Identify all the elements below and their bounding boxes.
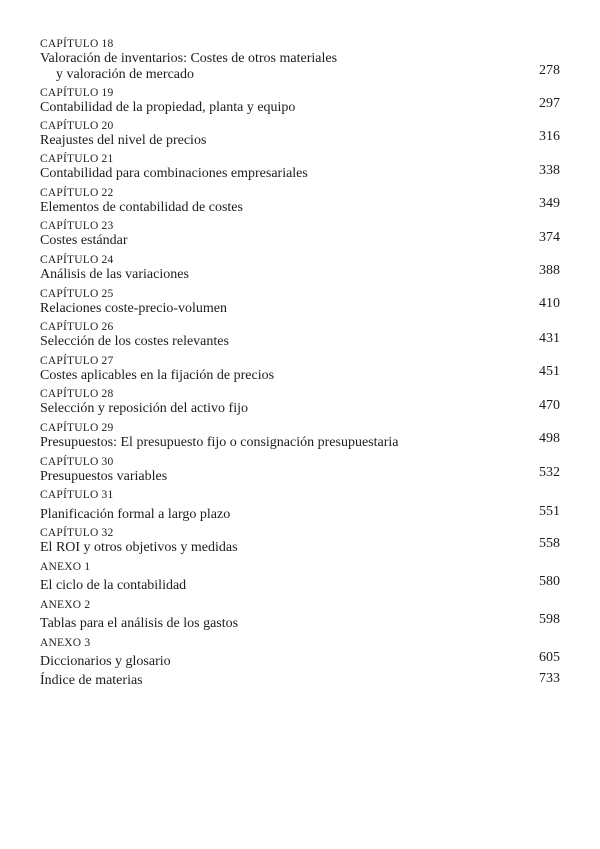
entry-title: Reajustes del nivel de precios bbox=[40, 133, 207, 148]
entry-title: Costes estándar bbox=[40, 233, 128, 248]
entry-page-number: 349 bbox=[539, 196, 560, 211]
toc-entry-chapter-31 bbox=[40, 489, 560, 523]
toc-entry-chapter-29 bbox=[40, 422, 560, 451]
entry-page-number: 431 bbox=[539, 331, 560, 346]
toc-entry-chapter-26 bbox=[40, 321, 560, 350]
toc-entry-chapter-19 bbox=[40, 87, 560, 116]
entry-page-number: 733 bbox=[539, 671, 560, 686]
entry-page-number: 470 bbox=[539, 398, 560, 413]
toc-entry-chapter-32 bbox=[40, 527, 560, 556]
entry-label: CAPÍTULO 22 bbox=[40, 187, 114, 199]
entry-page-number: 580 bbox=[539, 574, 560, 589]
entry-title: El ROI y otros objetivos y medidas bbox=[40, 540, 238, 555]
entry-title: Elementos de contabilidad de costes bbox=[40, 200, 243, 215]
entry-label: CAPÍTULO 18 bbox=[40, 38, 114, 50]
entry-page-number: 388 bbox=[539, 263, 560, 278]
entry-label: CAPÍTULO 19 bbox=[40, 87, 114, 99]
entry-label: ANEXO 3 bbox=[40, 637, 91, 649]
entry-label: CAPÍTULO 29 bbox=[40, 422, 114, 434]
entry-title: Valoración de inventarios: Costes de otros materiales bbox=[40, 51, 338, 66]
entry-title: Índice de materias bbox=[40, 673, 143, 688]
entry-label: CAPÍTULO 31 bbox=[40, 489, 114, 501]
entry-title: Relaciones coste-precio-volumen bbox=[40, 301, 227, 316]
entry-page-number: 532 bbox=[539, 465, 560, 480]
entry-title: Costes aplicables en la fijación de precios bbox=[40, 368, 275, 383]
toc-entry-chapter-18 bbox=[40, 38, 560, 83]
entry-title: Selección y reposición del activo fijo bbox=[40, 401, 248, 416]
entry-page-number: 451 bbox=[539, 364, 560, 379]
entry-label: ANEXO 2 bbox=[40, 599, 91, 611]
toc-entry-annex-2 bbox=[40, 599, 560, 632]
entry-label: CAPÍTULO 26 bbox=[40, 321, 114, 333]
entry-label: ANEXO 1 bbox=[40, 561, 91, 573]
toc-entry-chapter-25 bbox=[40, 288, 560, 317]
entry-title-continuation: y valoración de mercado bbox=[56, 67, 194, 82]
entry-title: Presupuestos variables bbox=[40, 469, 168, 484]
entry-title: Tablas para el análisis de los gastos bbox=[40, 616, 239, 631]
toc-entry-chapter-30 bbox=[40, 456, 560, 485]
entry-label: CAPÍTULO 32 bbox=[40, 527, 114, 539]
toc-entry-subject-index bbox=[40, 673, 560, 689]
toc-entry-chapter-27 bbox=[40, 355, 560, 384]
entry-label: CAPÍTULO 28 bbox=[40, 388, 114, 400]
entry-title: Contabilidad para combinaciones empresariales bbox=[40, 166, 308, 181]
entry-title: El ciclo de la contabilidad bbox=[40, 578, 187, 593]
entry-title: Selección de los costes relevantes bbox=[40, 334, 229, 349]
entry-title: Planificación formal a largo plazo bbox=[40, 507, 231, 522]
toc-entry-chapter-23 bbox=[40, 220, 560, 249]
entry-page-number: 605 bbox=[539, 650, 560, 665]
entry-label: CAPÍTULO 30 bbox=[40, 456, 114, 468]
toc-entry-chapter-20 bbox=[40, 120, 560, 149]
entry-label: CAPÍTULO 27 bbox=[40, 355, 114, 367]
entry-label: CAPÍTULO 25 bbox=[40, 288, 114, 300]
entry-page-number: 410 bbox=[539, 296, 560, 311]
entry-page-number: 316 bbox=[539, 129, 560, 144]
entry-title: Análisis de las variaciones bbox=[40, 267, 189, 282]
entry-page-number: 374 bbox=[539, 230, 560, 245]
toc-entry-chapter-28 bbox=[40, 388, 560, 417]
entry-page-number: 498 bbox=[539, 431, 560, 446]
entry-page-number: 297 bbox=[539, 96, 560, 111]
entry-title: Diccionarios y glosario bbox=[40, 654, 171, 669]
toc-entry-annex-3 bbox=[40, 637, 560, 670]
toc-entry-annex-1 bbox=[40, 561, 560, 594]
entry-title: Presupuestos: El presupuesto fijo o consignación presupuestaria bbox=[40, 435, 399, 450]
entry-label: CAPÍTULO 21 bbox=[40, 153, 114, 165]
entry-label: CAPÍTULO 24 bbox=[40, 254, 114, 266]
toc-entry-chapter-21 bbox=[40, 153, 560, 182]
toc-entry-chapter-24 bbox=[40, 254, 560, 283]
entry-page-number: 338 bbox=[539, 163, 560, 178]
entry-page-number: 278 bbox=[539, 63, 560, 78]
entry-page-number: 558 bbox=[539, 536, 560, 551]
entry-page-number: 598 bbox=[539, 612, 560, 627]
entry-label: CAPÍTULO 23 bbox=[40, 220, 114, 232]
entry-label: CAPÍTULO 20 bbox=[40, 120, 114, 132]
toc-entry-chapter-22 bbox=[40, 187, 560, 216]
entry-title: Contabilidad de la propiedad, planta y equipo bbox=[40, 100, 296, 115]
entry-page-number: 551 bbox=[539, 504, 560, 519]
